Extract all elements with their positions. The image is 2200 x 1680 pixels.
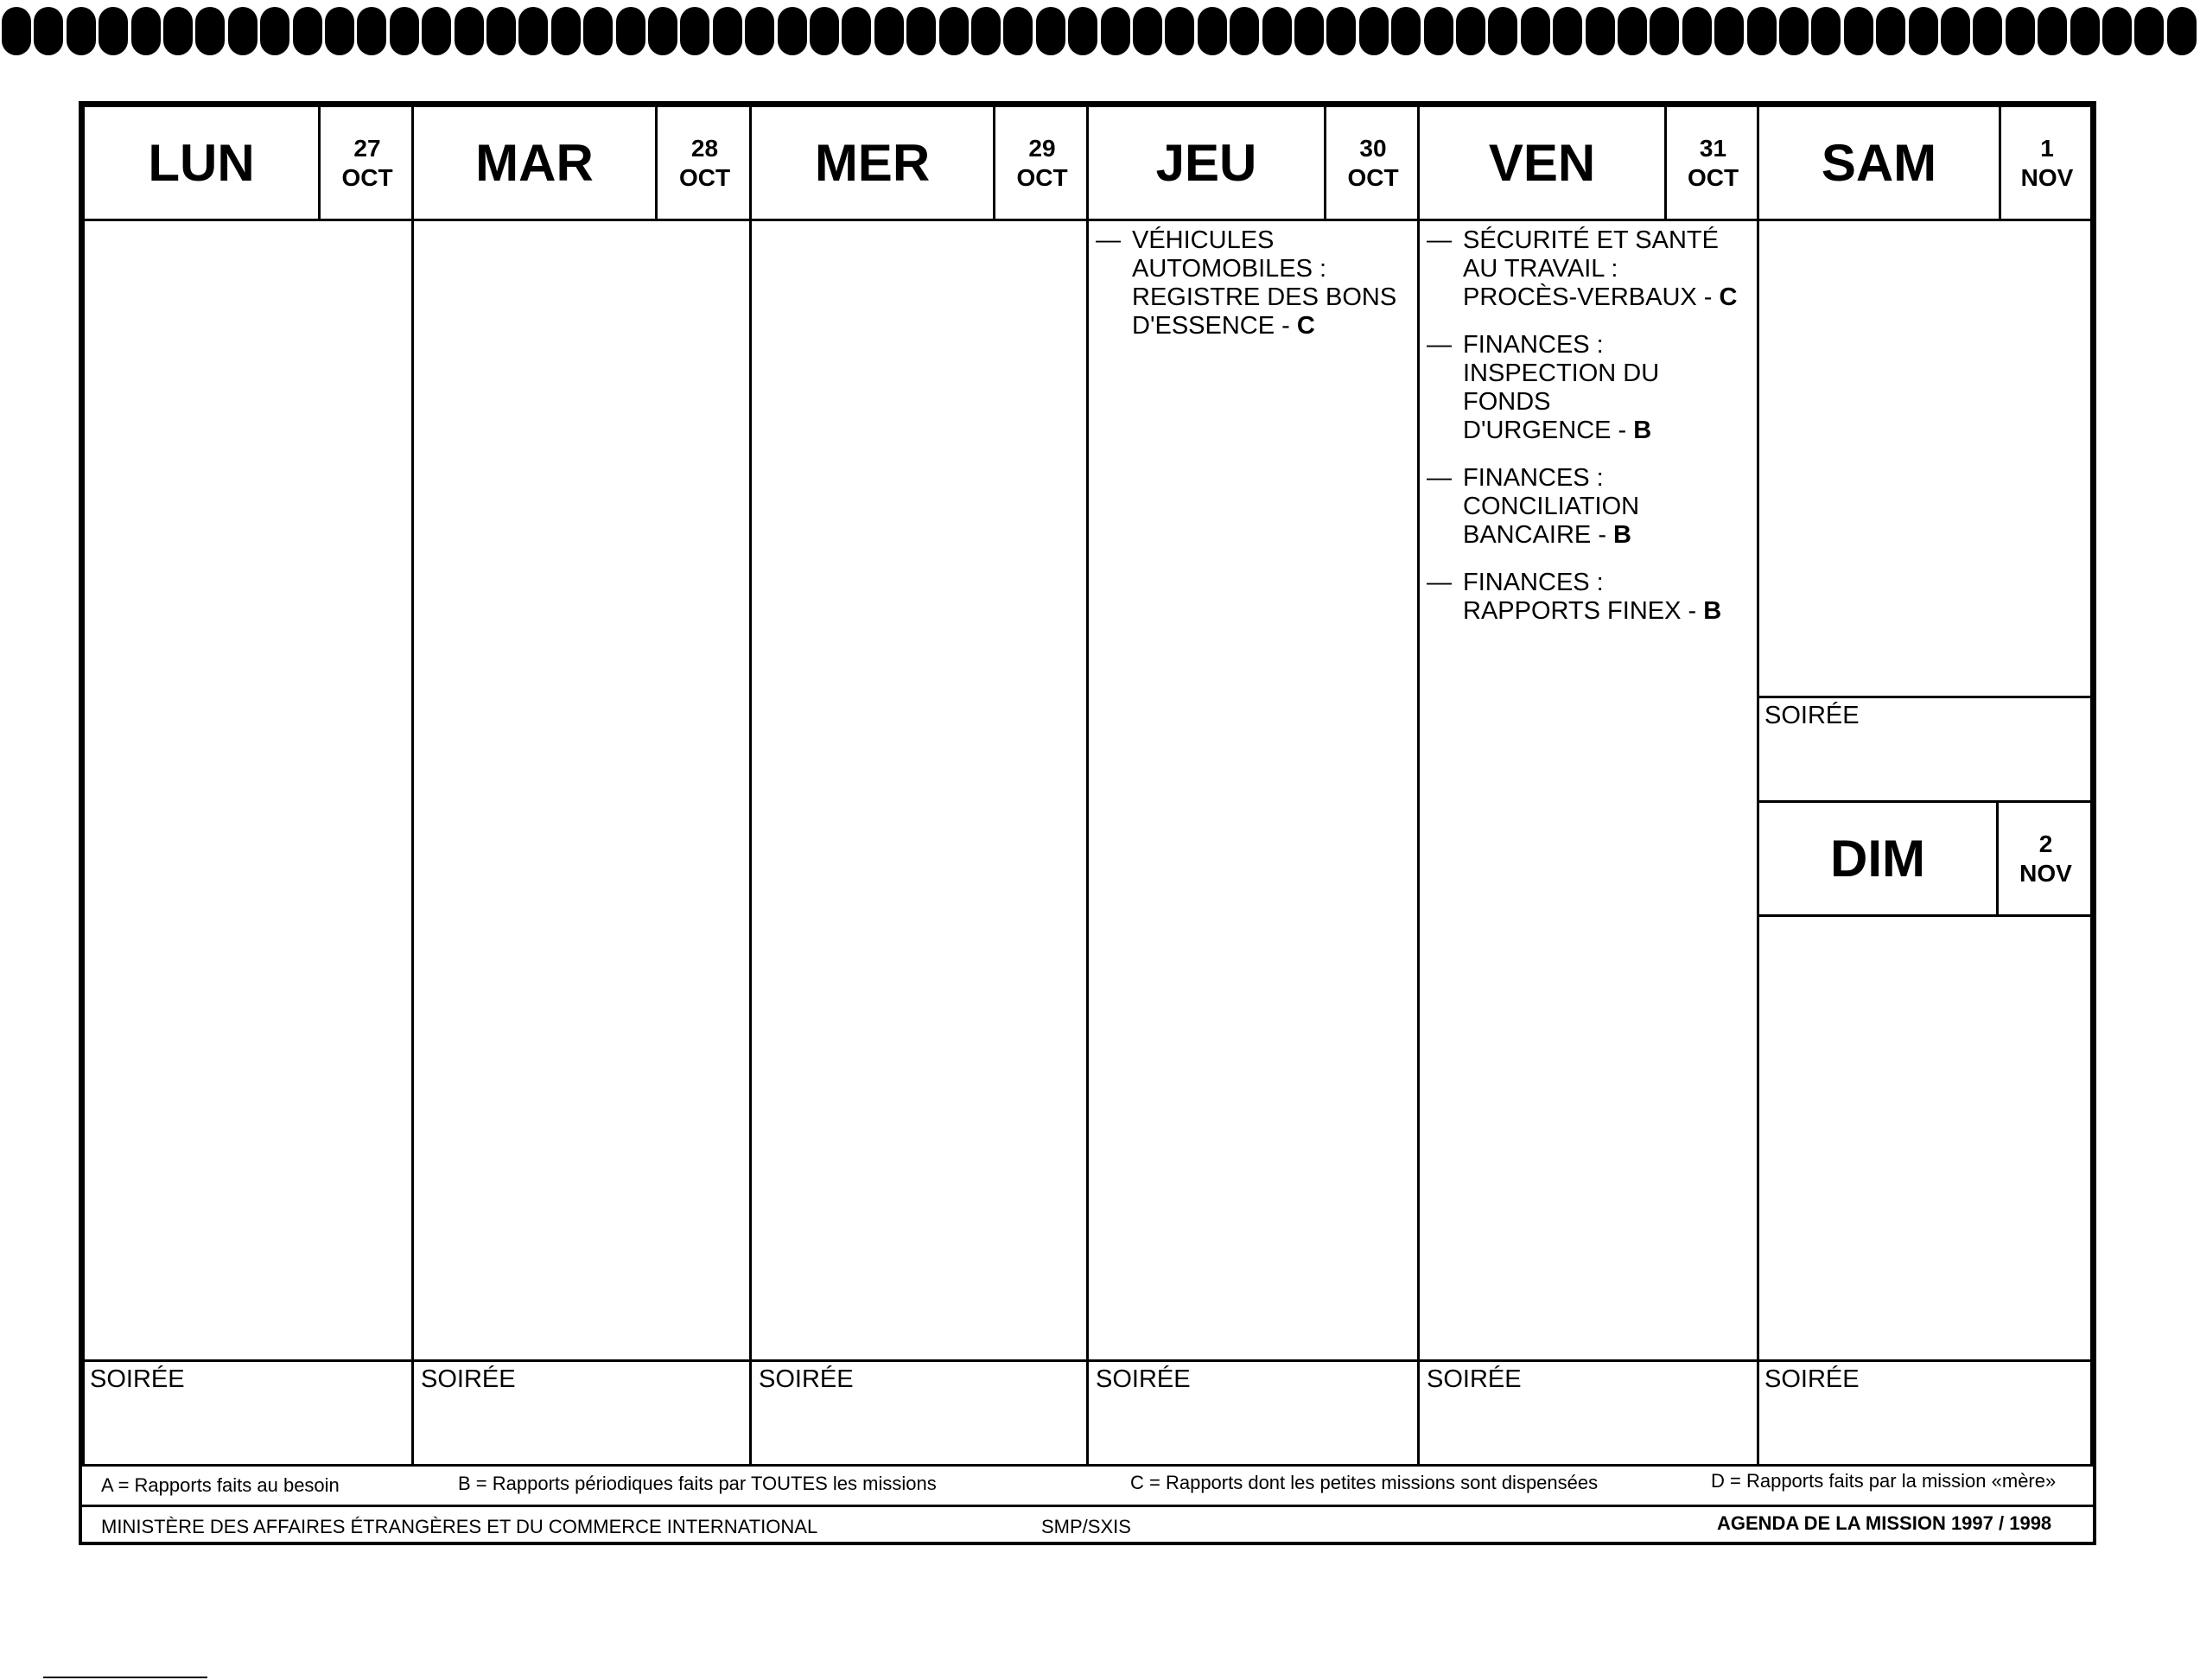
- day-month: NOV: [2020, 163, 2074, 191]
- binding-hole: [518, 7, 548, 55]
- soiree-label: SOIRÉE: [1764, 702, 1860, 729]
- day-name: DIM: [1830, 830, 1925, 888]
- binding-hole: [842, 7, 871, 55]
- day-number: 28: [690, 134, 719, 162]
- binding-hole: [713, 7, 742, 55]
- legend-c: C = Rapports dont les petites missions sont dispensées: [1130, 1472, 1599, 1493]
- binding-hole: [357, 7, 386, 55]
- entry-dash: —: [1427, 331, 1452, 359]
- soiree-label: SOIRÉE: [421, 1365, 516, 1393]
- soiree-label: SOIRÉE: [90, 1365, 185, 1393]
- soiree-lun[interactable]: [82, 1359, 414, 1467]
- binding-hole: [1618, 7, 1647, 55]
- day-month: OCT: [341, 163, 393, 191]
- entry-code: B: [1613, 521, 1631, 549]
- binding-hole: [1553, 7, 1582, 55]
- header-dim: [1757, 800, 2093, 917]
- binding-hole: [1941, 7, 1970, 55]
- binding-hole: [2102, 7, 2132, 55]
- binding-hole: [551, 7, 581, 55]
- binding-hole: [745, 7, 774, 55]
- binding-hole: [2134, 7, 2164, 55]
- day-month: OCT: [678, 163, 731, 191]
- binding-hole: [2006, 7, 2035, 55]
- binding-hole: [874, 7, 904, 55]
- footer-ministry: MINISTÈRE DES AFFAIRES ÉTRANGÈRES ET DU COMMERCE INTERNATIONAL: [101, 1516, 818, 1537]
- entry-text: FINANCES : INSPECTION DU FONDS D'URGENCE - B: [1463, 331, 1660, 444]
- binding-hole: [1262, 7, 1292, 55]
- binding-hole: [1326, 7, 1356, 55]
- entries-ven: [1427, 226, 1755, 645]
- day-month: NOV: [2019, 859, 2072, 887]
- binding-hole: [939, 7, 969, 55]
- day-number: 1: [2040, 134, 2054, 162]
- body-mar[interactable]: [411, 219, 752, 1362]
- binding-hole: [260, 7, 289, 55]
- day-date: [655, 107, 752, 219]
- soiree-label: SOIRÉE: [1764, 1365, 1860, 1393]
- weekly-calendar: [79, 101, 2096, 1545]
- binding-hole: [778, 7, 807, 55]
- day-month: OCT: [1687, 163, 1739, 191]
- binding-hole: [680, 7, 709, 55]
- entry-code: C: [1719, 283, 1738, 311]
- binding-hole: [1909, 7, 1938, 55]
- day-month: OCT: [1347, 163, 1399, 191]
- soiree-sam-dim[interactable]: [1757, 1359, 2093, 1467]
- binding-hole: [1682, 7, 1712, 55]
- footer-divider: [82, 1505, 2093, 1507]
- day-date: [1324, 107, 1420, 219]
- day-number: 30: [1359, 134, 1387, 162]
- binding-hole: [325, 7, 354, 55]
- spiral-binding: [0, 0, 2200, 62]
- day-date: [1999, 107, 2093, 219]
- soiree-ven[interactable]: [1417, 1359, 1759, 1467]
- entry-text: FINANCES : CONCILIATION BANCAIRE - B: [1463, 464, 1640, 549]
- soiree-mar[interactable]: [411, 1359, 752, 1467]
- binding-hole: [1714, 7, 1744, 55]
- binding-hole: [1036, 7, 1065, 55]
- entry-text: SÉCURITÉ ET SANTÉ AU TRAVAIL : PROCÈS-VERBAUX - C: [1463, 226, 1738, 311]
- day-date: [318, 107, 414, 219]
- binding-hole: [486, 7, 516, 55]
- entry-item: [1096, 226, 1415, 340]
- body-sam[interactable]: [1757, 219, 2093, 698]
- entry-code: C: [1296, 312, 1315, 340]
- body-mer[interactable]: [749, 219, 1089, 1362]
- footer-code: SMP/SXIS: [1041, 1516, 1131, 1537]
- day-number: 29: [1028, 134, 1056, 162]
- header-lun: [82, 105, 414, 221]
- binding-hole: [67, 7, 96, 55]
- binding-hole: [1586, 7, 1615, 55]
- binding-hole: [1294, 7, 1324, 55]
- binding-hole: [810, 7, 839, 55]
- body-dim[interactable]: [1757, 914, 2093, 1362]
- binding-hole: [2167, 7, 2197, 55]
- binding-hole: [1003, 7, 1033, 55]
- legend-a: A = Rapports faits au besoin: [101, 1474, 340, 1496]
- binding-hole: [228, 7, 258, 55]
- header-mer: [749, 105, 1089, 221]
- day-name: SAM: [1821, 134, 1937, 192]
- binding-hole: [195, 7, 225, 55]
- body-lun[interactable]: [82, 219, 414, 1362]
- day-number: 2: [2038, 830, 2053, 857]
- day-number: 27: [353, 134, 381, 162]
- day-name: MAR: [475, 134, 594, 192]
- entry-dash: —: [1427, 464, 1452, 492]
- entry-text: FINANCES : RAPPORTS FINEX - B: [1463, 569, 1722, 625]
- day-month: OCT: [1016, 163, 1068, 191]
- soiree-label: SOIRÉE: [1427, 1365, 1522, 1393]
- header-ven: [1417, 105, 1759, 221]
- day-name: VEN: [1488, 134, 1596, 192]
- entry-dash: —: [1427, 569, 1452, 596]
- binding-hole: [99, 7, 128, 55]
- binding-hole: [1811, 7, 1841, 55]
- binding-hole: [648, 7, 677, 55]
- entry-item: [1427, 464, 1755, 550]
- soiree-sam[interactable]: [1757, 696, 2093, 803]
- binding-hole: [390, 7, 419, 55]
- day-date: [1996, 803, 2093, 914]
- day-name: LUN: [148, 134, 255, 192]
- footer-agenda: AGENDA DE LA MISSION 1997 / 1998: [1717, 1512, 2052, 1534]
- binding-hole: [1424, 7, 1453, 55]
- entry-text: VÉHICULES AUTOMOBILES : REGISTRE DES BONS D'ESSENCE - C: [1132, 226, 1397, 340]
- entry-dash: —: [1427, 226, 1452, 254]
- binding-hole: [1230, 7, 1259, 55]
- soiree-jeu[interactable]: [1086, 1359, 1420, 1467]
- binding-hole: [1198, 7, 1227, 55]
- legend-b: B = Rapports périodiques faits par TOUTES les missions: [458, 1473, 937, 1494]
- binding-hole: [2038, 7, 2067, 55]
- bottom-rule: [43, 1677, 207, 1678]
- binding-hole: [1359, 7, 1389, 55]
- body-jeu[interactable]: [1086, 219, 1420, 1362]
- binding-hole: [2070, 7, 2100, 55]
- day-date: [1664, 107, 1759, 219]
- binding-hole: [583, 7, 613, 55]
- day-date: [993, 107, 1089, 219]
- binding-hole: [131, 7, 161, 55]
- binding-hole: [163, 7, 193, 55]
- entries-jeu: [1096, 226, 1415, 360]
- binding-hole: [455, 7, 484, 55]
- soiree-mer[interactable]: [749, 1359, 1089, 1467]
- day-name: MER: [814, 134, 931, 192]
- binding-hole: [971, 7, 1001, 55]
- binding-hole: [422, 7, 451, 55]
- entry-item: [1427, 226, 1755, 312]
- binding-hole: [1973, 7, 2002, 55]
- binding-hole: [1650, 7, 1679, 55]
- day-number: 31: [1699, 134, 1727, 162]
- body-ven[interactable]: [1417, 219, 1759, 1362]
- binding-hole: [1133, 7, 1162, 55]
- binding-hole: [1391, 7, 1421, 55]
- header-jeu: [1086, 105, 1420, 221]
- soiree-label: SOIRÉE: [1096, 1365, 1191, 1393]
- binding-hole: [1456, 7, 1485, 55]
- binding-hole: [1521, 7, 1550, 55]
- header-sam: [1757, 105, 2093, 221]
- header-mar: [411, 105, 752, 221]
- binding-hole: [34, 7, 63, 55]
- entry-dash: —: [1096, 226, 1121, 254]
- binding-hole: [906, 7, 936, 55]
- day-name: JEU: [1155, 134, 1257, 192]
- entry-code: B: [1633, 417, 1652, 444]
- binding-hole: [1844, 7, 1873, 55]
- binding-hole: [616, 7, 645, 55]
- soiree-label: SOIRÉE: [759, 1365, 854, 1393]
- entry-item: [1427, 569, 1755, 626]
- binding-hole: [1747, 7, 1777, 55]
- entry-item: [1427, 331, 1755, 445]
- binding-hole: [1068, 7, 1097, 55]
- entry-code: B: [1703, 597, 1722, 625]
- binding-hole: [293, 7, 322, 55]
- binding-hole: [1165, 7, 1194, 55]
- binding-hole: [1779, 7, 1809, 55]
- binding-hole: [1488, 7, 1517, 55]
- binding-hole: [2, 7, 31, 55]
- binding-hole: [1101, 7, 1130, 55]
- binding-hole: [1876, 7, 1905, 55]
- legend-d: D = Rapports faits par la mission «mère»: [1711, 1470, 2057, 1492]
